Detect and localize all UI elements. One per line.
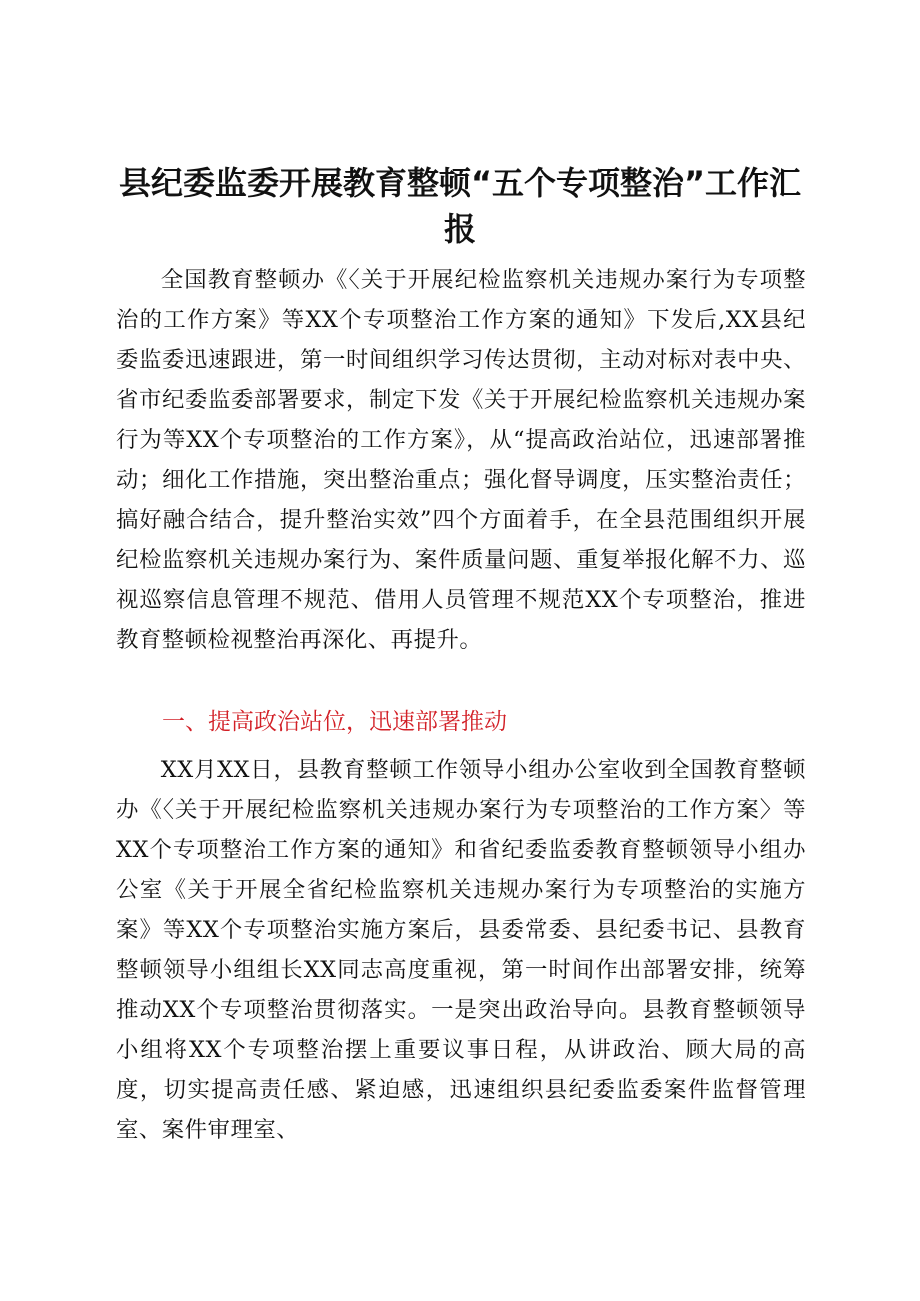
document-title: 县纪委监委开展教育整顿“五个专项整治”工作汇报 (118, 164, 802, 248)
section-heading-1: 一、提高政治站位，迅速部署推动 (162, 709, 507, 735)
section-1-paragraph: XX月XX日，县教育整顿工作领导小组办公室收到全国教育整顿办《〈关于开展纪检监察机关违规办案行为专项整治的工作方案〉等XX个专项整治工作方案的通知》和省纪委监委教育整顿领导小组办公室《关于开展全省纪检监察机关违规办案行为专项整治的实施方案》等XX个专项整治实施方案后，县委常委、县纪委书记、县教育整顿领导小组组长XX同志高度重视，第一时间作出部署安排，统筹推动XX个专项整治贯彻落实。一是突出政治导向。县教育整顿领导小组将XX个专项整治摆上重要议事日程，从讲政治、顾大局的高度，切实提高责任感、紧迫感，迅速组织县纪委监委案件监督管理室、案件审理室、 (116, 757, 806, 1143)
intro-paragraph: 全国教育整顿办《〈关于开展纪检监察机关违规办案行为专项整治的工作方案》等XX个专项整治工作方案的通知》下发后,XX县纪委监委迅速跟进，第一时间组织学习传达贯彻，主动对标对表中央、省市纪委监委部署要求，制定下发《关于开展纪检监察机关违规办案行为等XX个专项整治的工作方案》，从“提高政治站位，迅速部署推动；细化工作措施，突出整治重点；强化督导调度，压实整治责任；搞好融合结合，提升整治实效”四个方面着手，在全县范围组织开展纪检监察机关违规办案行为、案件质量问题、重复举报化解不力、巡视巡察信息管理不规范、借用人员管理不规范XX个专项整治，推进教育整顿检视整治再深化、再提升。 (116, 267, 806, 653)
